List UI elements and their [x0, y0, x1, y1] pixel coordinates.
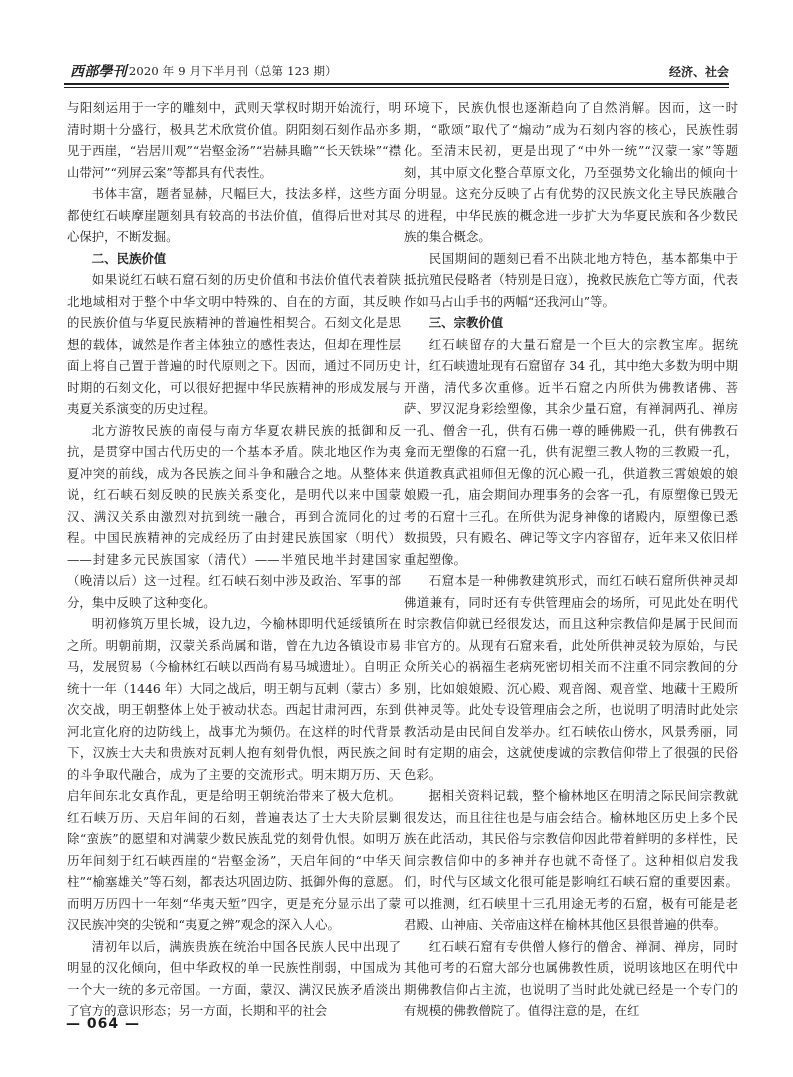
paragraph: 石窟本是一种佛教建筑形式，而红石峡石窟所供神灵却佛道兼有，同时还有专供管理庙会的场所，可见此处在明代时宗教信仰就已经很发达，而且这种宗教信仰是属于民间而非官方的。从现有石窟来看，此处所供神灵较为原始，与民众所关心的祸福生老病死密切相关而不注重不同宗教间的分别，比如娘娘殿、沉心殿、观音阁、观音堂、地藏十王殿所供神灵等。此处专设管理庙会之所，也说明了明清时此处宗教活动是由民间自发举办。红石峡依山傍水，风景秀丽，同时有定期的庙会，这就使虔诚的宗教信仰带上了很强的民俗色彩。: [404, 573, 738, 782]
paragraph: 如果说红石峡石窟石刻的历史价值和书法价值代表着陕北地域相对于整个中华文明中特殊的、自在的方面，其反映的民族价值与华夏民族精神的普遍性相契合。石刻文化是思想的载体，诚然是作者主体独立的感性表达，但却在理性层面上将自己置于普遍的时代原则之下。因而，通过不同历史时期的石刻文化，可以很好把握中华民族精神的形成发展与夷夏关系演变的历史过程。: [67, 272, 401, 416]
section-heading: 二、民族价值: [91, 250, 167, 266]
paragraph: 红石峡留存的大量石窟是一个巨大的宗教宝库。据统计，红石峡遗址现有石窟留存 34 孔，其中绝大多数为明中期开凿，清代多次重修。近半石窟之内所供为佛教诸佛、菩萨、罗汉泥身彩绘塑像，其余少量石窟，有禅洞两孔、禅房一孔、僧舍一孔，供有石佛一尊的睡佛殿一孔，供有佛教石龛而无塑像的石窟一孔，供有泥塑三教人物的三教殿一孔，供道教真武祖师但无像的沉心殿一孔，供道教三霄娘娘的娘娘殿一孔，庙会期间办理事务的会客一孔，有原塑像已毁无考的石窟十三孔。在所供为泥身神像的诸殿内，原塑像已悉数损毁，只有殿名、碑记等文字内容留存，近年来又依旧样重起塑像。: [404, 336, 738, 567]
issue-text: 2020 年 9 月下半月刊（总第 123 期）: [128, 64, 337, 78]
page-header: [70, 62, 729, 80]
paragraph: 民国期间的题刻已看不出陕北地方特色，基本都集中于抵抗殖民侵略者（特别是日寇），挽救民族危亡等方面，代表作如马占山手书的两幅“还我河山”等。: [404, 250, 738, 309]
paragraph: 书体丰富，题者显赫，尺幅巨大，技法多样，这些方面都使红石峡摩崖题刻具有较高的书法价值，值得后世对其尽心保护，不断发掘。: [67, 186, 401, 244]
left-column: [67, 97, 401, 1022]
paragraph: 明初修筑万里长城，设九边，今榆林即明代延绥镇所在之所。明朝前期，汉蒙关系尚属和谐，曾在九边各镇设市易马，发展贸易（今榆林红石峡以西尚有易马城遗址）。自明正统十一年（1446 年）大同之战后，明王朝与瓦剌（蒙古）多次交战，明王朝整体上处于被动状态。西起甘肃河西，东到河北宣化府的边防线上，战事尤为频仍。在这样的时代背景下，汉族士大夫和贵族对瓦剌人抱有刻骨仇恨，两民族之间的斗争取代融合，成为了主要的交流形式。明末期万历、天启年间东北女真作乱，更是给明王朝统治带来了极大危机。红石峡万历、天启年间的石刻，普遍表达了士大夫阶层剿除“蛮族”的愿望和对满蒙少数民族乱党的刻骨仇恨。如明万历年间刻于红石峡西崖的“岩壑金汤”，天启年间的“中华天柱”“榆塞雄关”等石刻，都表达巩固边防、抵御外侮的意愿。而明万历四十一年刻“华夷天堑”四字，更是充分显示出了蒙汉民族冲突的尖锐和“夷夏之辨”观念的深入人心。: [67, 616, 401, 932]
paragraph: 清初年以后，满族贵族在统治中国各民族人民中出现了明显的汉化倾向，但中华政权的单一民族性削弱，中国成为一个大一统的多元帝国。一方面，蒙汉、满汉民族矛盾淡出了官方的意识形态；另一方面，长期和平的社会: [67, 938, 401, 1018]
paragraph: 北方游牧民族的南侵与南方华夏农耕民族的抵御和反抗，是贯穿中国古代历史的一个基本矛盾。陕北地区作为夷夏冲突的前线，成为各民族之间斗争和融合之地。从整体来说，红石峡石刻反映的民族关系变化，是明代以来中国蒙汉、满汉关系由激烈对抗到统一融合，再到合流同化的过程。中国民族精神的完成经历了由封建民族国家（明代）——封建多元民族国家（清代）——半殖民地半封建国家（晚清以后）这一过程。红石峡石刻中涉及政治、军事的部分，集中反映了这种变化。: [67, 422, 401, 610]
paragraph: 红石峡石窟有专供僧人修行的僧舍、禅洞、禅房，同时其他可考的石窟大部分也属佛教性质，说明该地区在明代中期佛教信仰占主流，也说明了当时此处就已经是一个专门的有规模的佛教僧院了。值得注意的是，在红: [404, 938, 738, 1018]
section-label: 经济、社会: [668, 64, 729, 79]
paragraph: 环境下，民族仇恨也逐渐趋向了自然消解。因而，这一时期，“歌颂”取代了“煽动”成为石刻内容的核心，民族性弱化。至清末民初，更是出现了“中外一统”“汉蒙一家”等题刻，其中原文化整合草原文化，乃至强势文化输出的倾向十分明显。这充分反映了占有优势的汉民族文化主导民族融合的进程，中华民族的概念进一步扩大为华夏民族和各少数民族的集合概念。: [404, 100, 738, 244]
header-rule-thick: [64, 83, 729, 85]
right-column: [404, 97, 738, 1022]
paragraph: 与阳刻运用于一字的雕刻中，武则天掌权时期开始流行，明清时期十分盛行，极具艺术欣赏价值。阴阳刻石刻作品亦多见于西崖，“岩居川观”“岩壑金汤”“岩赫具瞻”“长天铁垛”“襟山带河”“列屏云案”等都具有代表性。: [67, 100, 401, 180]
section-heading: 三、宗教价值: [428, 315, 504, 330]
header-rule-thin: [64, 87, 729, 88]
journal-logo: 西部學刊: [70, 64, 127, 80]
paragraph: 据相关资料记载，整个榆林地区在明清之际民间宗教就很发达，而且往往也是与庙会结合。榆林地区历史上多个民族在此活动，其民俗与宗教信仰因此带着鲜明的多样性，民间宗教信仰中的多神并存也就不奇怪了。这种相似启发我们，时代与区域文化很可能是影响红石峡石窟的重要因素。可以推测，红石峡里十三孔用途无考的石窟，极有可能是老君殿、山神庙、关帝庙这样在榆林其他区县很普遍的供奉。: [404, 788, 738, 932]
journal-info: [70, 61, 337, 81]
page-number: — 064 —: [66, 1016, 140, 1032]
